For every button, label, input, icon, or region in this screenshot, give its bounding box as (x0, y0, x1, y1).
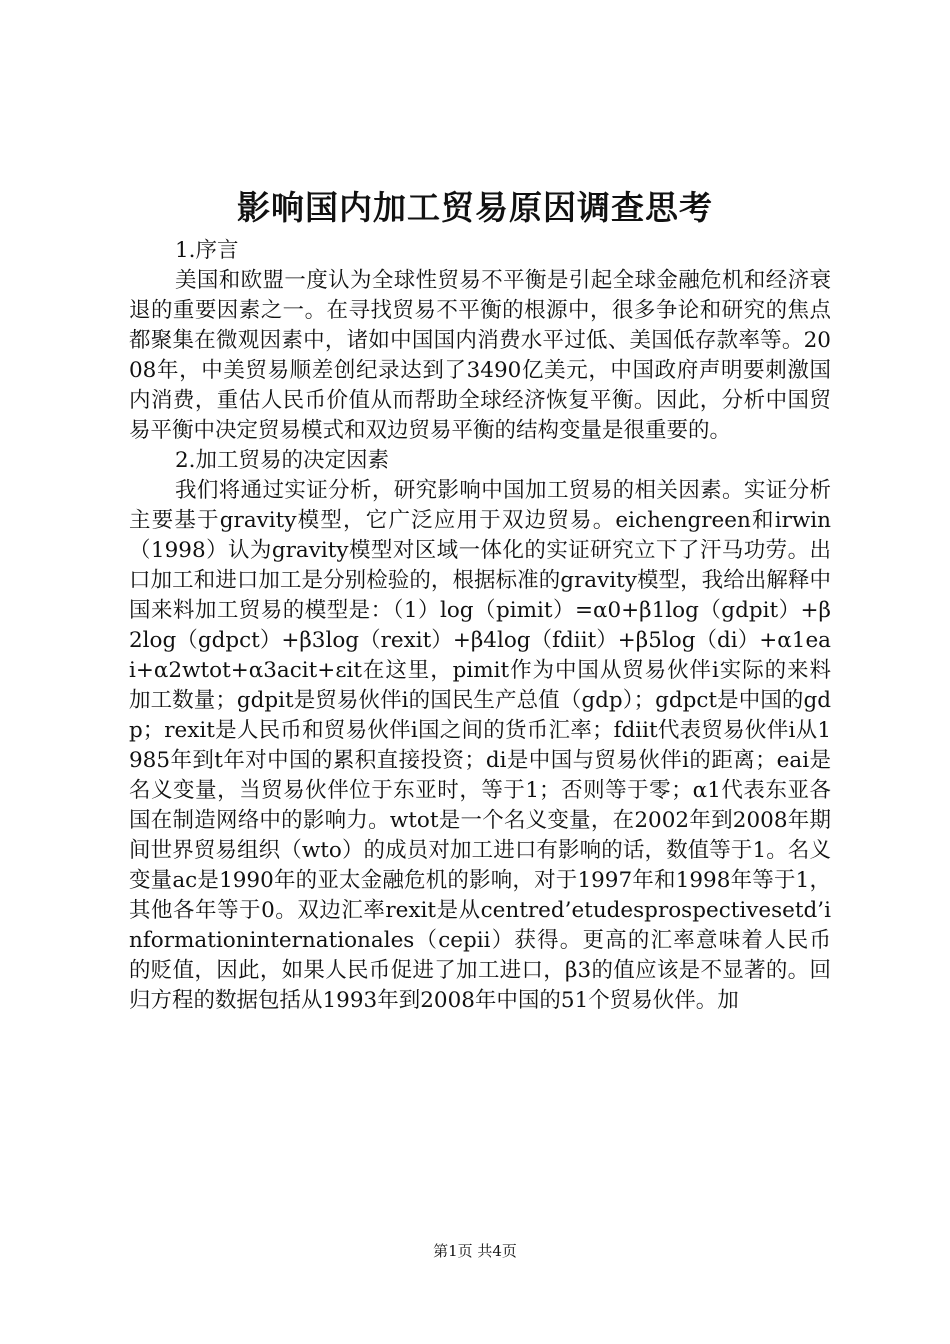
paragraph-preface: 美国和欧盟一度认为全球性贸易不平衡是引起全球金融危机和经济衰退的重要因素之一。在寻找贸易不平衡的根源中，很多争论和研究的焦点都聚集在微观因素中，诸如中国国内消费水平过低、美国低存款率等。2008年，中美贸易顺差创纪录达到了3490亿美元，中国政府声明要刺激国内消费，重估人民币价值从而帮助全球经济恢复平衡。因此，分析中国贸易平衡中决定贸易模式和双边贸易平衡的结构变量是很重要的。 (129, 268, 831, 443)
document-body (129, 236, 831, 1016)
document-title: 影响国内加工贸易原因调查思考 (237, 188, 713, 227)
section-heading-preface: 1.序言 (175, 238, 239, 263)
paragraph-determinants: 我们将通过实证分析，研究影响中国加工贸易的相关因素。实证分析主要基于gravity模型，它广泛应用于双边贸易。eichengreen和irwin（1998）认为gravity模型对区域一体化的实证研究立下了汗马功劳。出口加工和进口加工是分别检验的，根据标准的gravity模型，我给出解释中国来料加工贸易的模型是：（1）log（pimit）=α0+β1log（gdpit）+β2log（gdpct）+β3log（rexit）+β4log（fdiit）+β5log（di）+α1eai+α2wtot+α3acit+εit在这里，pimit作为中国从贸易伙伴i实际的来料加工数量；gdpit是贸易伙伴i的国民生产总值（gdp）；gdpct是中国的gdp；rexit是人民币和贸易伙伴i国之间的货币汇率；fdiit代表贸易伙伴i从1985年到t年对中国的累积直接投资；di是中国与贸易伙伴i的距离；eai是名义变量，当贸易伙伴位于东亚时，等于1；否则等于零；α1代表东亚各国在制造网络中的影响力。wtot是一个名义变量，在2002年到2008年期间世界贸易组织（wto）的成员对加工进口有影响的话，数值等于1。名义变量ac是1990年的亚太金融危机的影响，对于1997年和1998年等于1，其他各年等于0。双边汇率rexit是从centred’etudesprospectivesetd’informationinternationales（cepii）获得。更高的汇率意味着人民币的贬值，因此，如果人民币促进了加工进口，β3的值应该是不显著的。回归方程的数据包括从1993年到2008年中国的51个贸易伙伴。加 (129, 478, 831, 1013)
page-footer: 第1页 共4页 (433, 1242, 517, 1260)
section-heading-determinants: 2.加工贸易的决定因素 (175, 448, 390, 473)
